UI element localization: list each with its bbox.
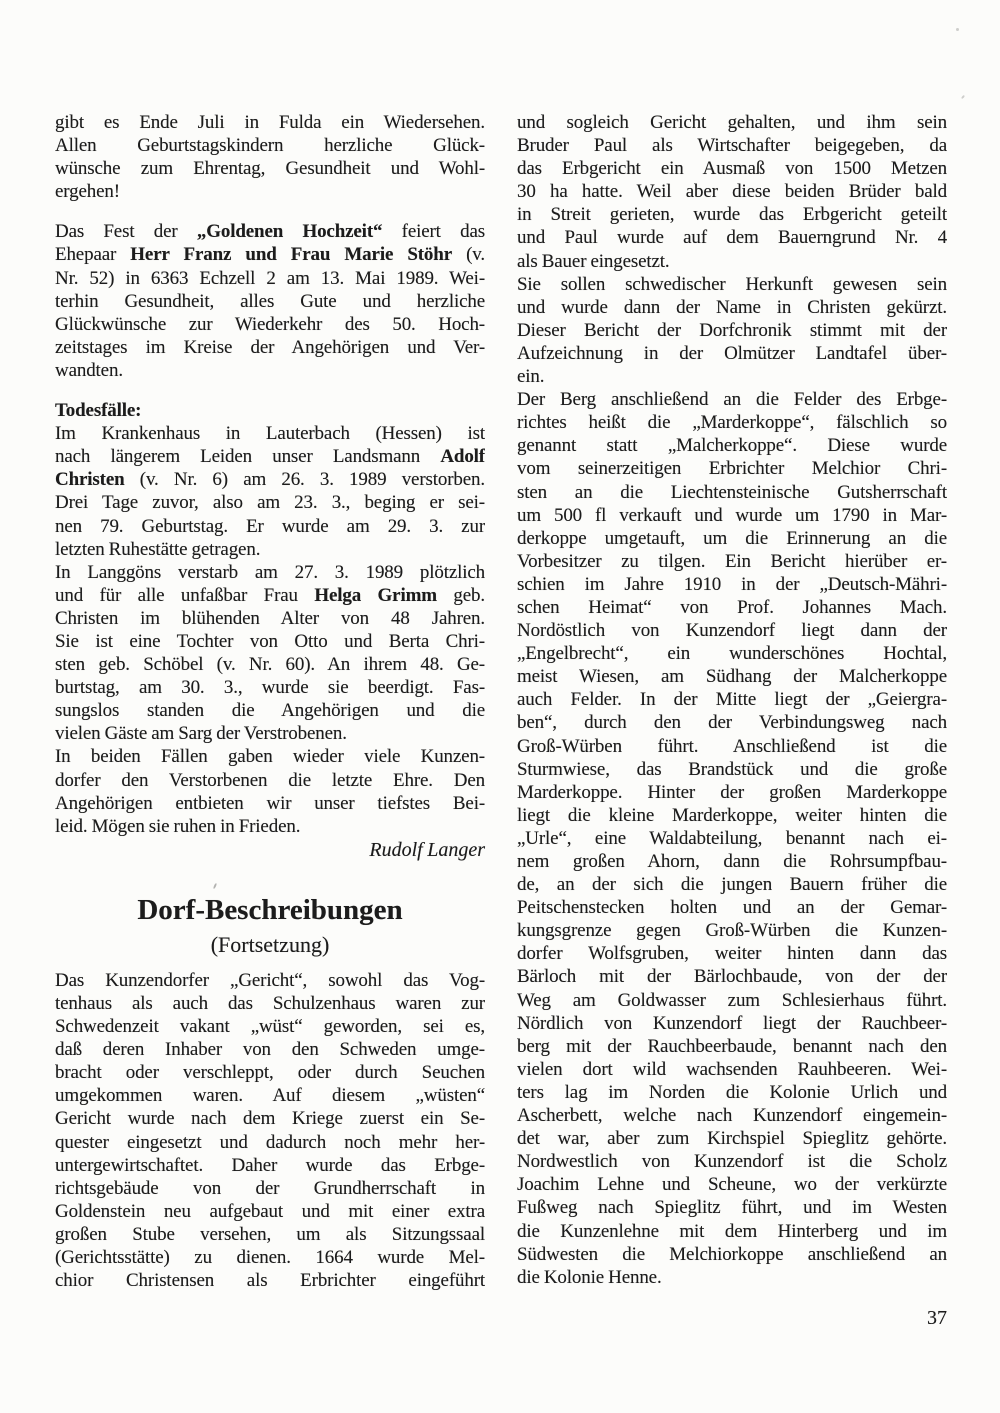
text-line: sungslos standen die Angehörigen und die <box>55 700 485 722</box>
text-line: Aufzeichnung in der Olmützer Landtafel über- <box>517 342 947 364</box>
text-line: schen Heimat“ von Prof. Johannes Mach. <box>517 596 947 618</box>
text-line: nem großen Ahorn, dann die Rohrsumpfbau- <box>517 851 947 872</box>
text-line: Das Kunzendorfer „Gericht“, sowohl das Vog- <box>55 969 485 991</box>
text-line: Weg am Goldwasser zum Schlesierhaus führt. <box>517 989 947 1011</box>
text-line: Ehepaar Herr Franz und Frau Marie Stöhr (v. <box>55 244 485 266</box>
text-line: leid. Mögen sie ruhen in Frieden. <box>55 815 301 837</box>
text-line: Vorbesitzer zu tilgen. Ein Bericht hierüber er- <box>517 550 947 572</box>
text-line: sten an die Liechtensteinische Gutsherrschaft <box>517 481 947 503</box>
scan-speck <box>956 28 959 31</box>
text-line: und sogleich Gericht gehalten, und ihm sein <box>517 112 947 133</box>
text-line: Bruder Paul als Wirtschafter beigegeben, da <box>517 135 947 157</box>
text-line: nen 79. Geburtstag. Er wurde am 29. 3. zur <box>55 515 485 537</box>
text-line: ergehen! <box>55 181 120 203</box>
text-line: derkoppe umgetauft, um die Erinnerung an die <box>517 527 947 549</box>
text-line: Goldenstein neu aufgebaut und mit einer extra <box>55 1200 485 1222</box>
text-line: die Kolonie Henne. <box>517 1266 662 1288</box>
text-line: richtsgebäude von der Grundherrschaft in <box>55 1177 485 1199</box>
author-signature: Rudolf Langer <box>369 838 485 861</box>
text-line: Der Berg anschließend an die Felder des Erbge- <box>517 389 947 411</box>
text-line: Christen im blühenden Alter von 48 Jahren. <box>55 607 485 629</box>
text-line: Bärloch mit der Bärlochbaude, von der der <box>517 966 947 988</box>
right-text-column <box>517 112 947 1290</box>
paragraph <box>517 274 947 389</box>
paragraph <box>517 389 947 1290</box>
text-line: terhin Gesundheit, alles Gute und herzliche <box>55 290 485 312</box>
paragraph <box>55 562 485 747</box>
text-line: um 500 fl verkauft und wurde um 1790 in Mar- <box>517 504 947 526</box>
text-line: vom seinerzeitigen Erbrichter Melchior Chri- <box>517 458 947 480</box>
text-line: Peitschenstecken holten und an der Gemar- <box>517 897 947 919</box>
text-line: „Urle“, eine Waldabteilung, benannt nach ei- <box>517 827 947 849</box>
text-line: quester eingesetzt und dadurch noch mehr her- <box>55 1131 485 1153</box>
text-line: Glückwünsche zur Wiederkehr des 50. Hoch- <box>55 313 485 335</box>
text-line: In beiden Fällen gaben wieder viele Kunzen- <box>55 746 485 768</box>
text-line: richtes heißt die „Marderkoppe“, fälschlich so <box>517 412 947 434</box>
text-line: Dieser Bericht der Dorfchronik stimmt mit der <box>517 319 947 341</box>
text-line: tenhaus als auch das Schulzenhaus waren zur <box>55 993 485 1014</box>
text-line: vielen dort wild wachsenden Rauhbeeren. Wei- <box>517 1058 947 1080</box>
text-line: kungsgrenze gegen Groß-Würben die Kunzen- <box>517 920 947 942</box>
text-line: Sturmwiese, das Brandstück und die große <box>517 758 947 780</box>
text-line: de, an der sich die jungen Bauern früher die <box>517 874 947 896</box>
text-line: umgekommen waren. Auf diesem „wüsten“ <box>55 1085 485 1107</box>
text-line: bracht oder verschleppt, oder durch Seuchen <box>55 1062 485 1084</box>
text-line: untergewirtschaftet. Daher wurde das Erbge- <box>55 1154 485 1176</box>
section-subheading: (Fortsetzung) <box>210 931 330 957</box>
text-line: wünsche zum Ehrentag, Gesundheit und Wohl- <box>55 158 485 180</box>
paragraph <box>55 746 485 838</box>
text-line: Ascherbett, welche nach Kunzendorf eingemein- <box>517 1105 947 1127</box>
text-line: berg mit der Rauchbeerbaude, benannt nach den <box>517 1035 947 1057</box>
text-line: gibt es Ende Juli in Fulda ein Wiedersehen. <box>55 112 485 133</box>
text-line: 30 ha hatte. Weil aber diese beiden Brüder bald <box>517 181 947 203</box>
text-line: die Kunzenlehne mit dem Hinterberg und im <box>517 1220 947 1242</box>
text-line: liegt die kleine Marderkoppe, weiter hinten die <box>517 804 947 826</box>
paragraph <box>55 423 485 562</box>
text-line: Nordwestlich von Kunzendorf ist die Scholz <box>517 1151 947 1173</box>
text-line: als Bauer eingesetzt. <box>517 250 670 272</box>
text-line: Im Krankenhaus in Lauterbach (Hessen) ist <box>55 423 485 445</box>
text-line: letzten Ruhestätte getragen. <box>55 538 261 560</box>
text-line: Sie ist eine Tochter von Otto und Berta Chri- <box>55 630 485 652</box>
text-line: dorfer den Verstorbenen die letzte Ehre. Den <box>55 769 485 791</box>
text-line: Schwedenzeit vakant „wüst“ geworden, sei es, <box>55 1016 485 1038</box>
paragraph <box>55 221 485 383</box>
paragraph <box>55 112 485 204</box>
text-line: „Engelbrecht“, ein wunderschönes Hochtal, <box>517 643 947 665</box>
text-line: großen Stube versehen, um als Sitzungssaal <box>55 1223 485 1245</box>
text-line: ters lag im Norden die Kolonie Urlich und <box>517 1081 947 1103</box>
text-line: Nordöstlich von Kunzendorf liegt dann der <box>517 620 947 642</box>
text-line: und wurde dann der Name in Christen gekürzt. <box>517 296 947 318</box>
text-line: (Gerichtsstätte) zu dienen. 1664 wurde Mel- <box>55 1247 485 1269</box>
text-line: Christen (v. Nr. 6) am 26. 3. 1989 verstorben. <box>55 469 485 491</box>
paragraph <box>517 112 947 274</box>
text-line: nach längerem Leiden unser Landsmann Adolf <box>55 446 485 468</box>
paragraph <box>55 400 485 423</box>
page-number: 37 <box>927 1307 947 1329</box>
text-line: Drei Tage zuvor, also am 23. 3., beging er sei- <box>55 492 485 514</box>
text-line: auch Felder. In der Mitte liegt der „Geiergra- <box>517 689 947 711</box>
text-line: sten geb. Schöbel (v. Nr. 60). An ihrem 48. Ge- <box>55 654 485 676</box>
text-line: chior Christensen als Erbrichter eingeführt <box>55 1270 485 1292</box>
text-line: und Paul wurde auf dem Bauerngrund Nr. 4 <box>517 227 947 249</box>
text-line: und für alle unfaßbar Frau Helga Grimm geb. <box>55 584 485 606</box>
text-line: wandten. <box>55 359 123 381</box>
text-line: das Erbgericht ein Ausmaß von 1500 Metzen <box>517 158 947 180</box>
text-line: Angehörigen entbieten wir unser tiefstes Bei- <box>55 792 485 814</box>
text-line: Das Fest der „Goldenen Hochzeit“ feiert das <box>55 221 485 243</box>
scan-speck <box>961 95 965 99</box>
paragraph <box>55 970 485 1293</box>
text-line: Groß-Würben führt. Anschließend ist die <box>517 735 947 757</box>
text-line: Gericht wurde nach dem Kriege zuerst ein Se- <box>55 1108 485 1130</box>
text-line: Nr. 52) in 6363 Echzell 2 am 13. Mai 1989. Wei- <box>55 267 485 289</box>
text-line: daß deren Inhaber von den Schweden umge- <box>55 1039 485 1061</box>
text-line: meist Wiesen, am Südhang der Malcherkoppe <box>517 666 947 688</box>
text-line: ben“, durch den der Verbindungsweg nach <box>517 712 947 734</box>
left-text-column <box>55 112 485 1293</box>
text-line: ein. <box>517 366 545 388</box>
text-line: Joachim Lehne und Scheune, wo der verkürzte <box>517 1174 947 1196</box>
text-line: Allen Geburtstagskindern herzliche Glück- <box>55 135 485 157</box>
text-line: in Streit gerieten, wurde das Erbgericht geteilt <box>517 204 947 226</box>
text-line: Südwesten die Melchiorkoppe anschließend an <box>517 1243 947 1265</box>
text-line: zeitstages im Kreise der Angehörigen und Ver- <box>55 336 485 358</box>
text-line: burtstag, am 30. 3., wurde sie beerdigt. Fas- <box>55 677 485 699</box>
text-line: Sie sollen schwedischer Herkunft gewesen sein <box>517 273 947 295</box>
text-line: In Langgöns verstarb am 27. 3. 1989 plötzlich <box>55 561 485 583</box>
text-line: genannt statt „Malcherkoppe“. Diese wurde <box>517 435 947 457</box>
text-line: Fußweg nach Spieglitz führt, und im Westen <box>517 1197 947 1219</box>
text-line: Todesfälle: <box>55 400 142 422</box>
text-line: dorfer Wolfsgruben, weiter hinten dann das <box>517 943 947 965</box>
text-line: det war, aber zum Kirchspiel Spieglitz gehörte. <box>517 1128 947 1150</box>
text-line: Nördlich von Kunzendorf liegt der Rauchbeer- <box>517 1012 947 1034</box>
text-line: Marderkoppe. Hinter der großen Marderkoppe <box>517 781 947 803</box>
text-line: vielen Gäste am Sarg der Verstrobenen. <box>55 723 347 745</box>
section-heading: Dorf-Beschreibungen <box>137 893 403 926</box>
text-line: schien im Jahre 1910 in der „Deutsch-Mähri- <box>517 573 947 595</box>
